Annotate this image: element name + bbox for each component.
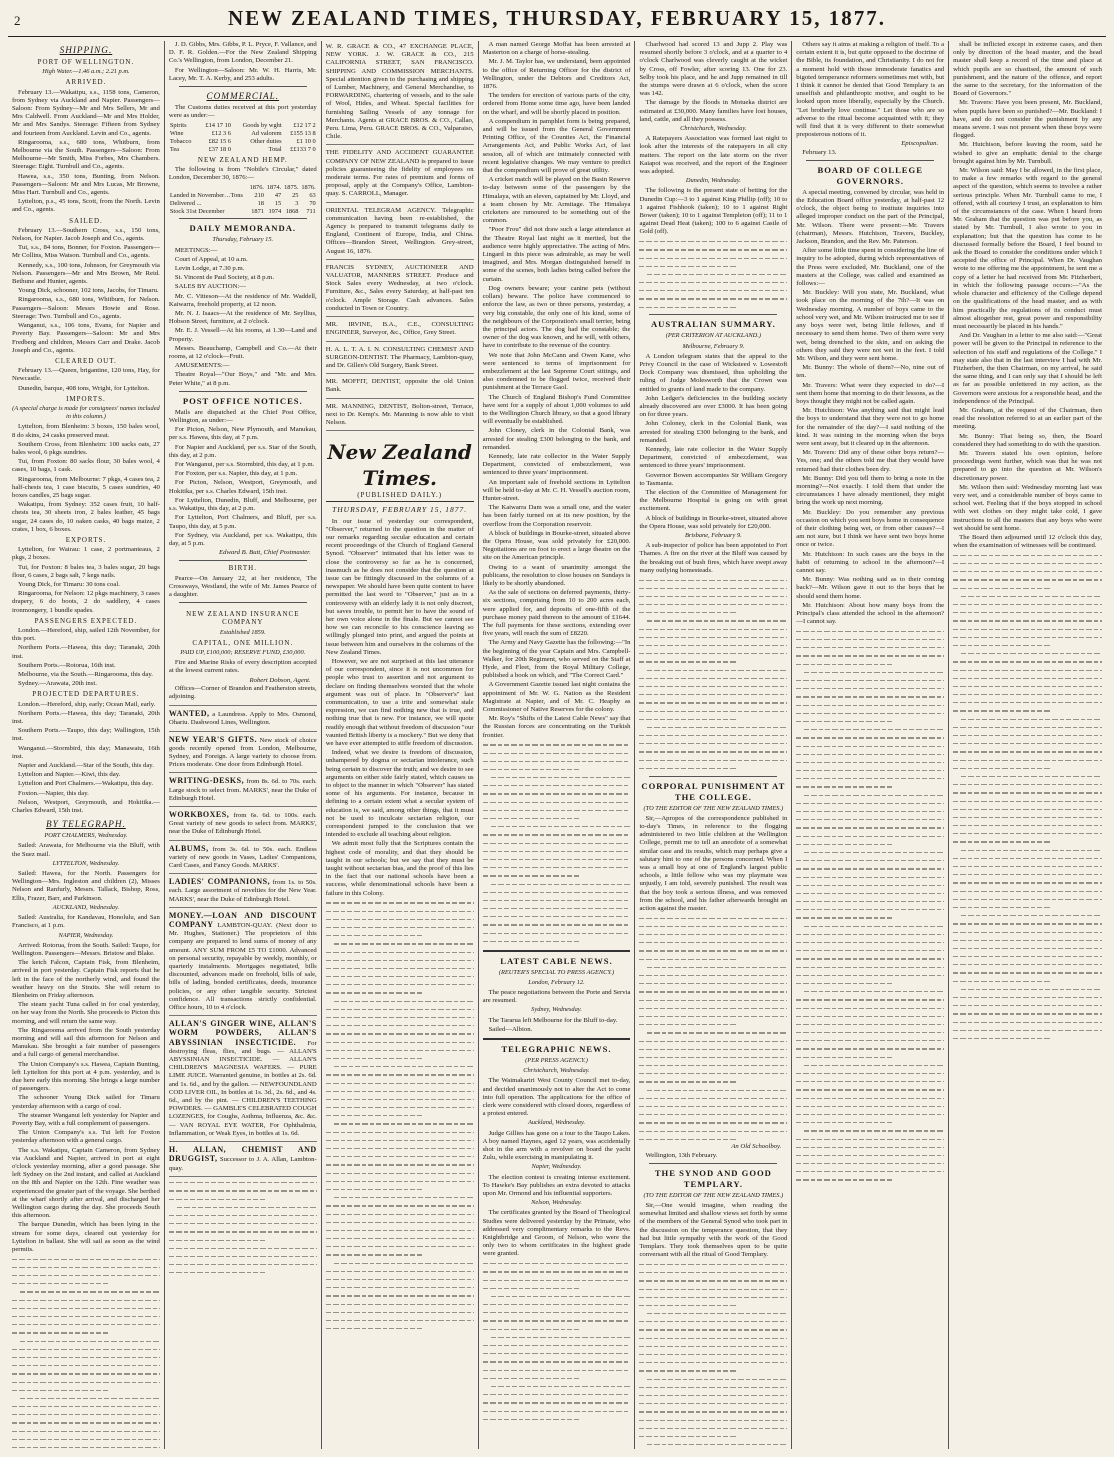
export-item: Tui, for Foxton: 8 bales tea, 3 bales sugar, 20 bags flour, 6 cases, 2 bags salt, 7 kegs nails. xyxy=(12,563,160,579)
memo-label: MEETINGS:— xyxy=(174,246,218,254)
board-paragraph: Mr. Hutchison: Was anything said that might lead the boys to understand that they were not to go home for the remainder of the day?—I said nothing of the kind. It was raining in the morning when the boys were sent away, but it cleared up in the afternoon. xyxy=(796,407,945,447)
divider xyxy=(806,160,934,161)
projected-item: Nelson, Westport, Greymouth, and Hokitika.—Charles Edward, 15th inst. xyxy=(12,798,160,815)
passenger-list: For Wellington—Saloon: Mr. W. H. Harris, Mr. Lacey, Mr. T. A. Kerby, and 253 adults. xyxy=(168,66,317,82)
telegraphic-place: Nelson, Wednesday. xyxy=(531,1199,582,1207)
board-paragraph: Mr. Wilson said: May I be allowed, in the first place, to make a few remarks with regard to the general aspect of the question, which seems to involve a rather serious principle. When Mr. Turnbull came to me, I offered, with all courtesy I trust, an explanation to him of the circumstances of the case. When I heard from Mr. Graham that the question was put before you, as stated by Mr. Turnbull, I also wrote to you in explanation; but that the question has come to be discussed formally before the Board, I feel bound to ask the Board to consider the conditions under which I accepted the office of Principal. When Dr. Vaughan wrote to me offering me the appointment, he sent me a copy of a letter he had received from Mr. Fitzherbert, in which the following passage occurs:—"As the whole character and efficiency of the College depend on the qualifications of the head master, and as with him practically the regulations of its conduct must almost altogether rest, great power and responsibility must necessarily be placed in his hands." xyxy=(953,167,1103,330)
telegraphic-place: Auckland, Wednesday. xyxy=(527,1119,586,1127)
news-paragraph: Kennedy, late rate collector in the Water Supply Department, convicted of embezzlement, was sentenced to three years' imprisonment. xyxy=(482,452,631,477)
telegraph-text: Sailed: Australia, for Kandavau, Honolulu, and San Francisco, at 1 p.m. xyxy=(12,914,160,930)
summary-item: John Ledger's deficiencies in the building society already discovered are over £3000. It has been going on for three years. xyxy=(639,394,788,419)
shipping-news-item: The ketch Falcon, Captain Fisk, from Blenheim, arrived in port yesterday. Captain Fisk reports that he left in the face of the northerly wind, and found the weather heavy on the Straits. She will return to Blenheim on Friday afternoon. xyxy=(12,959,160,999)
divider xyxy=(649,776,777,777)
summary-item: A block of buildings in Bourke-street, situated above the Opera House, was sold privately for £20,000. xyxy=(639,514,788,530)
board-paragraph: Mr. Travers: Have you been present, Mr. Buckland, when pupils have been so punished?—Mr. Buckland: I have, and do not consider the punishment by any means severe. I was not present when these boys were flogged. xyxy=(953,99,1103,140)
classified-ad: MONEY.—LOAN AND DISCOUNT COMPANY LAMBTON-QUAY. (Next door to Mr. Hughes, Stationer.) The proprietors of this company are prepared to lend sums of money of any amount. ANY SUM FROM £5 TO £1000. Advanced on personal security, repayable by weekly, monthly, or quarterly instalments. Mortgages negotiated, bills discounted, advances made on freehold, bills of sale, bills of lading, bonded certificates, deeds, insurance policies, or any other tangible security. Strictest confidence. All transactions strictly confidential. Office hours, 10 to 4 o'clock. xyxy=(169,910,317,1016)
sailed-item: Ringarooma, s.s., 680 tons, Whitburn, for Nelson. Passengers—Saloon: Messrs Howie and Rose. Steerage: Two. Turnbull and Co., agents. xyxy=(12,296,160,320)
letter-signature: An Old Schoolboy. xyxy=(731,1143,782,1151)
chemist-ad: H. A. L. T. A. I. N. CONSULTING CHEMIST AND SURGEON-DENTIST. The Pharmacy, Lambton-quay, and Dr. Gillen's Old Surgery, Bank Street. xyxy=(326,344,474,375)
projected-item: Napier and Auckland.—Star of the South, this day. xyxy=(18,762,154,770)
telegraphic-news-heading: TELEGRAPHIC NEWS. xyxy=(501,1043,612,1054)
board-paragraph: A special meeting, convened by circular, was held in the Education Board office yesterday, at half-past 12 o'clock, the object being to institute inquiries into alleged improper conduct on the part of the Principal, Mr. Wilson. There were present:—Mr. Travers (chairman), Messrs. Hutchison, Travers, Buckley, Jackson, Brandon, and the Rev. Mr. Paterson. xyxy=(796,188,945,246)
divider xyxy=(483,1038,631,1040)
text-filler xyxy=(326,899,474,1333)
text-filler xyxy=(639,238,787,312)
import-item: Wakatipu, from Sydney: 352 cases fruit, 10 half-chests tea, 30 sheets iron, 2 bales leather, 45 bags sugar, 24 cases do, 10 oaken casks, 40 bags maize, 2 crates, 1 box, 6 boxes. xyxy=(12,501,160,533)
dateline-place: Brisbane, February 9. xyxy=(684,532,742,540)
telegraph-text: Sailed: Hawea, for the North. Passengers for Wellington—Mrs. Ingleston and children (2), Misses Nelson and Ranfurly, Messrs. Tallack, Bishop, Ross, Ellis, Frazer, Barr, and Parkinson. xyxy=(12,870,160,902)
birth-notice: Pearce—On January 22, at her residence, The Crossways, Westland, the wife of Mr. James Pearce of a daughter. xyxy=(168,574,317,598)
board-paragraph: Mr. Travers stated his own opinion, before proceedings went further, which was that he was not prepared to go into the question at Mr. Wilson's discretionary power. xyxy=(953,449,1103,482)
high-water: High Water.—1.46 a.m.; 2.21 p.m. xyxy=(42,68,130,76)
sailed-item: Tui, s.s., 84 tons, Bonner, for Foxton. Passengers—Mr Collins, Miss Watson. Turnbull and Co., agents. xyxy=(12,244,160,260)
export-item: Young Dick, for Timaru: 30 tons coal. xyxy=(18,580,120,588)
board-paragraph: Mr. Hutchison: In such cases are the boys in the habit of returning to school in the afternoon?—I cannot say. xyxy=(796,550,945,574)
divider xyxy=(179,86,307,87)
memo-item: Levin Lodge, at 7.30 p.m. xyxy=(174,265,245,273)
post-item: For Napier and Auckland, per s.s. Star of the South, this day, at 2 p.m. xyxy=(168,443,317,459)
sailed-item: Young Dick, schooner, 102 tons, Jacobs, for Timaru. xyxy=(18,287,159,295)
board-paragraph: Mr. Hutchison, before leaving the room, said he wished to give an emphatic denial to the charge brought against him by Mr. Turnbull. xyxy=(953,141,1103,165)
classified-ad: LADIES' COMPANIONS, from 1s. to 50s. each. Large assortment of novelties for the New Year. MARKS', near the Duke of Edinburgh Hotel. xyxy=(169,876,317,908)
letter-date: February 13. xyxy=(802,148,837,156)
memo-item: Mr. N. J. Isaacs—At the residence of Mr. Seyllius, Hobson Street, furniture, at 2 o'clock. xyxy=(168,310,317,326)
cable-news-heading: LATEST CABLE NEWS. xyxy=(500,955,613,966)
projected-item: Southern Ports.—Taupo, this day; Wallington, 15th inst. xyxy=(12,727,160,743)
classified-ad: ALBUMS, from 3s. 6d. to 50s. each. Endless variety of new goods in Vases, Ladies' Companions, Card Cases, and Fancy Goods. MARKS'. xyxy=(169,843,317,875)
import-item: Southern Cross, from Blenheim: 100 sacks oats, 27 bales wool, 6 pkgs sundries. xyxy=(12,440,160,456)
divider xyxy=(649,1163,777,1164)
post-item: For Picton, Nelson, New Plymouth, and Manukau, per s.s. Hawea, this day, at 7 p.m. xyxy=(168,426,317,442)
editorial-dateline: THURSDAY, FEBRUARY 15, 1877. xyxy=(332,505,468,515)
shipping-news-item: The barque Dunedin, which has been lying in the stream for some days, cleared out yesterday for Lyttelton in ballast. She will sail as soon as the wind permits. xyxy=(12,1221,160,1254)
memo-item: Court of Appeal, at 10 a.m. xyxy=(174,255,248,263)
board-paragraph: Mr. Bunny: Did you tell them to bring a note in the morning?—Not exactly. I told them that under the circumstances I have already mentioned, they might bring the work up next morning. xyxy=(796,474,945,507)
exports-heading: EXPORTS. xyxy=(65,535,107,544)
divider xyxy=(179,218,307,219)
columns xyxy=(8,41,1106,1449)
memo-item: Theatre Royal—"Our Boys," and "Mr. and Mrs. Peter White," at 8 p.m. xyxy=(168,371,317,387)
shipping-news-item: The schooner Young Dick sailed for Timaru yesterday afternoon with a cargo of coal. xyxy=(12,1094,160,1110)
news-paragraph: The Church of England Bishop's Fund Committee have sent for a supply of about 1,000 volumes to add to the Wellington Church library, so that a good library will eventually be established. xyxy=(482,393,631,426)
post-item: For Sydney, via Auckland, per s.s. Wakatipu, this day, at 5 p.m. xyxy=(168,531,317,547)
expected-item: Southern Ports.—Rotorua, 16th inst. xyxy=(18,661,116,669)
projected-heading: PROJECTED DEPARTURES. xyxy=(32,690,140,699)
board-paragraph: And Dr. Vaughan in a letter to me also said:—"Great power will be given to the Principal in reference to the selection of his staff and regulations of the College." I may state also that in the last interview I had with Mr. Fitzherbert, the then Chairman, on my arrival, he said the same thing, and I can only say that I should be left as far as possible unfettered in my action, as the Governors were anxious for a responsible head, and the independence of the Principal. xyxy=(953,332,1103,405)
classified-ad: WORKBOXES, from 6s. 6d. to 100s. each. Great variety of new goods to select from. MARKS', near the Duke of Edinburgh Hotel. xyxy=(169,809,317,841)
column-7 xyxy=(949,41,1106,1449)
shipping-news-item: The Union Company's s.s. Hawea, Captain Bunting, left Lyttelton for this port at 4 p.m. yesterday, and is due here early this morning. She brings a large number of passengers. xyxy=(12,1060,160,1093)
post-item: For Wanganui, per s.s. Stormbird, this day, at 1 p.m. xyxy=(174,461,315,469)
hemp-table xyxy=(169,184,317,215)
board-paragraph: The Board then adjourned until 12 o'clock this day, when the examination of witnesses will be continued. xyxy=(953,533,1103,550)
postmaster-signature: Edward B. Butt, Chief Postmaster. xyxy=(219,549,311,557)
board-paragraph: After some little time spent in considering the line of inquiry to be adopted, during which representatives of the Press were excluded, Mr. Buckland, one of the masters at the College, was called and examined as follows:— xyxy=(796,247,945,288)
projected-item: Wanganui.—Stormbird, this day; Manawatu, 16th inst. xyxy=(12,744,160,760)
shipping-news-item: The Union Company's s.s. Tui left for Foxton yesterday afternoon with a general cargo. xyxy=(12,1129,160,1145)
board-paragraph: Mr. Bunny: Was nothing said as to their coming back?—Mr. Wilson gave it out to the boys that he should send them home. xyxy=(796,576,945,600)
expected-heading: PASSENGERS EXPECTED. xyxy=(34,616,138,625)
corporal-punishment-heading: CORPORAL PUNISHMENT AT THE COLLEGE. xyxy=(641,780,786,802)
classified-ad: WANTED, a Laundress. Apply to Mrs. Osmond, Ohariu. Dashwood Lines, Wellington. xyxy=(169,708,317,731)
dateline-place: Dunedin, Wednesday. xyxy=(685,177,741,185)
news-paragraph: A man named George Moffat has been arrested at Masterton on a charge of horse-stealing. xyxy=(482,41,631,57)
news-paragraph: We note that John McCann and Owen Kane, who were sentenced to terms of imprisonment for embezzlement at the last Supreme Court sittings, and also condemned to be flogged twice, received their punishment at the Terrace Gaol. xyxy=(482,351,631,392)
post-office-heading: POST OFFICE NOTICES. xyxy=(182,395,303,406)
cable-text: The peace negotiations between the Porte and Servia are resumed. xyxy=(482,988,631,1005)
editorial-paragraph: In our issue of yesterday our correspondent, "Observer," returned to the question in the matter of our remarks regarding secular education and certain recent proceedings of the Church of England General Synod. "Observer" intimated that his letter was to close the controversy so far as he is concerned, inasmuch as he does not consider that the question at issue can be fittingly discussed in the columns of a newspaper. We should have been quite content to have permitted the last word to "Observer," just as in a controversy with an elderly lady it is not only discreet, but saves trouble, to permit her to have the sound of her own voice alone in the finale. But we cannot see how we can reconcile to his conscience leaving so willingly plunged into print, and argued the points at issue between him and ourselves in the columns of the New Zealand Times. xyxy=(325,517,474,656)
cable-place: London, February 12. xyxy=(528,978,585,986)
dentist-ad: MR. MANNING, DENTIST, Bolton-street, Terrace, next to Dr. Kemp's. Mr. Manning is now able to visit Nelson. xyxy=(326,401,474,432)
text-filler xyxy=(639,1260,787,1449)
port-heading: PORT OF WELLINGTON. xyxy=(37,58,135,66)
arrived-heading: ARRIVED. xyxy=(65,78,107,87)
board-paragraph: shall be inflicted except in extreme cases, and then only by direction of the head master, and the head master shall keep a record of the time and place at which pupils are so chastised, the amount of such punishment, and the nature of the offence, and report the same to the secretary, for the information of the Board of Governors." xyxy=(953,41,1103,98)
table-row: Wine £12 3 6 Ad valorem £155 13 8 xyxy=(169,130,316,138)
letter-to-editor-label: (TO THE EDITOR OF THE NEW ZEALAND TIMES.) xyxy=(643,804,784,812)
cable-news-source: (REUTER'S SPECIAL TO PRESS AGENCY.) xyxy=(498,968,615,976)
news-paragraph: The following is the present state of betting for the Dunedin Cup:—3 to 1 against King Phillip (off); 10 to 1 against Fishhook (taken); 10 to 1 against Right Bower (taken); 10 to 1 against Templeton (off); 11 to 1 against Dead Heat (taken); 100 to 6 against Castle of Gold (off). xyxy=(639,187,788,236)
telegraph-heading: BY TELEGRAPH. xyxy=(45,819,126,830)
board-paragraph: Mr. Bunny: The whole of them?—No, nine out of ten. xyxy=(796,364,945,380)
letter-paragraph: Sir,—Apropos of the correspondence published in to-day's Times, in reference to the flogging administered to two little children at the Wellington College, permit me to tell an anecdote of a somewhat similar case and its results, which may perhaps give a salutary hint to one of the persons concerned. When I was a small boy at one of England's largest public schools, a little fellow who was my playmate was unjustly, I am told, severely punished. The result was that the boy took a serious illness, and was removed from the school, and his father afterwards brought an action against the master. xyxy=(639,814,788,912)
table-row: Tobacco £82 15 6 Other duties £1 10 0 xyxy=(169,138,316,146)
text-filler xyxy=(639,576,787,773)
editorial-paragraph: We admit most fully that the Scriptures contain the highest code of morality, and that they should be taught in our schools; but we say that they must be taught without sectarian bias, and the proof of this lies in the fact that our national schools have been a success, while denominational schools have been a failure in this Colony. xyxy=(325,840,474,897)
customs-table xyxy=(169,122,317,153)
summary-item: The election of the Committee of Management for the Melbourne Hospital is going on with great excitement. xyxy=(639,489,788,513)
passenger-list: J. D. Gibbs, Mrs. Gibbs, P. L. Pryce, F. Vallance, and D. F. R. Golden.—For the New Zealand Shipping Co.'s Wellington, from London, December 21. xyxy=(168,41,317,65)
shipping-news-item: The Ringarooma arrived from the South yesterday morning and will sail this afternoon for Nelson and Manukau. She brought a fair number of passengers and a full cargo of general merchandise. xyxy=(12,1026,160,1059)
dentist-ad: MR. MOFFIT, DENTIST, opposite the old Union Bank. xyxy=(326,376,474,398)
column-6 xyxy=(792,41,949,1449)
export-item: Lyttelton, for Wairau: 1 case, 2 portmanteaus, 2 pkgs, 2 boxes. xyxy=(12,546,160,562)
flag-subtitle: (PUBLISHED DAILY.) xyxy=(326,491,474,502)
post-item: For Foxton, per s.s. Napier, this day, at 1 p.m. xyxy=(174,470,298,478)
news-paragraph: As the sale of sections on deferred payments, thirty-six sections, comprising from 10 to 200 acres each, were applied for, and deposits of one-fifth of the purchase money paid thereon to the amount of £1644. The full payments for these sections, extending over five years, will reach the sum of £8220. xyxy=(482,589,631,638)
table-row: Landed in November…Tons 210 47 25 63 xyxy=(169,192,316,200)
news-paragraph: The damage by the floods in Motueka district are estimated at £30,000. Many families have lost houses, land, cattle, and all they possess. xyxy=(639,99,788,123)
insurance-offices: Offices—Corner of Brandon and Featherston streets, adjoining. xyxy=(168,684,317,700)
arrived-item: February 13.—Wakatipu, s.s., 1158 tons, Cameron, from Sydney via Auckland and Napier. Passengers—Saloon: From Sydney—Mr and Mrs Sellers, Mr and Mrs Caldwell. From Auckland—Mr and Mrs Holder, Mr and Mrs Sandys. Steerage: Fifteen from Sydney and fourteen from Auckland. Levin and Co., agents. xyxy=(12,88,160,137)
export-item: Ringarooma, for Nelson: 12 pkgs machinery, 3 cases drapery, 6 do boots, 2 do saddlery, 4 cases ironmongery, 1 bundle spades. xyxy=(12,590,160,614)
telegraphic-text: Judge Gillies has gone on a tour to the Taupo Lakes. A boy named Haynes, aged 12 years, was accidentally shot in the arm with a revolver on board the yacht Zulu, while exercising in manipulating it. xyxy=(482,1129,631,1162)
column-2 xyxy=(165,41,322,1449)
news-paragraph: A compendium in pamphlet form is being prepared, and will be issued from the General Government Printing Office, of the Counties Act, the Financial Arrangements Act, and Public Works Act, of last session, all of which are intimately connected with recent legislative changes. We may venture to predict that the compendium will prove of great utility. xyxy=(482,117,631,175)
classified-ad: NEW YEAR'S GIFTS. New stock of choice goods recently opened from London, Melbourne, Sydney, and Foreign. A large variety to choose from. Prices moderate. One door from Edinburgh Hotel. xyxy=(169,734,317,774)
shipping-news-item: The steamer Wanganui left yesterday for Napier and Poverty Bay, with a full complement of passengers. xyxy=(12,1111,160,1127)
arrived-item: Hawea, s.s., 350 tons, Bunting, from Nelson. Passengers—Saloon: Mr and Mrs Lucas, Mr Browne, Miss Hart. Turnbull and Co., agents. xyxy=(12,172,160,197)
memo-item: Mr. C. Vitteson—At the residence of Mr. Waddell, Kaiwarra, freehold property, at 12 noon. xyxy=(168,292,317,308)
divider xyxy=(649,314,777,315)
shipping-news-item: The steam yacht Tuna called in for coal yesterday, on her way from the North. She proceeds to Picton this morning, and will return the same way. xyxy=(12,1001,160,1025)
classified-ad: ALLAN'S GINGER WINE, ALLAN'S WORM POWDERS, ALLAN'S ABYSSINIAN INSECTICIDE. For destroying fleas, flies, and bugs. — ALLAN'S ABYSSINIAN INSECTICIDE. — ALLAN'S CHILDREN'S MAGNESIA WAFERS. — PURE LIME JUICE. Warranted genuine, in bottles at 2s. 6d. and 1s. 6d., and by the gallon. — NEWFOUNDLAND COD LIVER OIL, In bottles at 1s. 3d., 2s. 6d., and 4s. 6d., and by the pint. — CHILDREN'S TEETHING POWDERS. — GAMBLE'S CELEBRATED COUGH LOZENGES, for Coughs, Asthma, Influenza, &c. &c. — VAN ROYAL EYE WATER, For Ophthalmia, Inflammation, or Weak Eyes, in bottles at 1s. 6d. xyxy=(169,1018,317,1142)
import-item: Ringarooma, from Melbourne: 7 pkgs, 4 cases tea, 2 half-chests tea, 1 case biscuits, 5 cases sundries, 40 boxes candles, 25 bags sugar. xyxy=(12,475,160,499)
table-row: 1876. 1874. 1875. 1876. xyxy=(249,184,316,192)
divider xyxy=(179,602,307,603)
divider xyxy=(179,391,307,392)
telegraph-text: Arrived: Rotorua, from the South. Sailed: Taupo, for Wellington. Passengers—Messrs. Bristow and Blake. xyxy=(12,941,160,957)
telegraphic-news-source: (PER PRESS AGENCY.) xyxy=(525,1056,588,1064)
projected-item: Northern Ports.—Hawea, this day; Taranaki, 20th inst. xyxy=(12,709,160,726)
board-paragraph: Mr. Graham, at the request of the Chairman, then read the resolution referred to at an earlier part of the meeting. xyxy=(953,406,1103,431)
import-item: Lyttelton, from Blenheim: 3 boxes, 150 bales wool, 8 do skins, 24 casks preserved meat. xyxy=(12,423,160,439)
cable-text: Sailed—Albion. xyxy=(488,1025,533,1033)
insurance-text: Fire and Marine Risks of every description accepted at the lowest current rates. xyxy=(168,659,317,675)
sailed-heading: SAILED. xyxy=(69,216,103,225)
projected-item: London.—Hereford, ship, early; Ocean Mail, early. xyxy=(18,700,156,708)
news-paragraph: Mr. J. M. Taylor has, we understand, been appointed to the office of Returning Officer for the district of Wellington, under the Debtors and Creditors Act, 1876. xyxy=(482,58,631,91)
news-paragraph: A cricket match will be played on the Basin Reserve to-day between some of the passengers by the Himalaya, with an eleven, captained by Mr. Lloyd, and a team chosen by Mr. Armitage. The Himalaya cricketers are rumoured to be something out of the common. xyxy=(482,176,631,225)
insurance-capital: CAPITAL, ONE MILLION. xyxy=(192,638,294,647)
australian-summary-source: (PER CRITERION AT AUCKLAND.) xyxy=(665,332,761,340)
text-filler xyxy=(953,551,1102,1042)
insurance-paid-up: PAID UP, £100,000; RESERVE FUND, £30,000. xyxy=(180,648,306,656)
memo-item: St. Vincent de Paul Society, at 8 p.m. xyxy=(174,274,275,282)
text-filler xyxy=(796,627,944,1184)
cable-text: The Tararua left Melbourne for the Bluff to-day. xyxy=(488,1016,618,1024)
imports-note: (A special charge is made for consignees' names included in this column.) xyxy=(12,404,160,421)
board-paragraph: Mr. Travers: What were they expected to do?—I sent them home that morning to do their lessons, as the boys thought they might not be called again. xyxy=(796,381,945,405)
projected-item: Lyttelton and Napier.—Kiwi, this day. xyxy=(18,771,121,779)
summary-item: John Coloney, clerk in the Colonial Bank, was arrested for stealing £300 belonging to the bank, and remanded. xyxy=(639,420,788,444)
memo-item: Messrs. Beauchamp, Campbell and Co.—At their rooms, at 12 o'clock—Fruit. xyxy=(168,344,317,361)
guarantee-ad: THE FIDELITY AND ACCIDENT GUARANTEE COMPANY OF NEW ZEALAND is prepared to issue policies guaranteeing the fidelity of employees on moderate terms. For rates of premium and forms of proposal, apply at the Company's Office, Lambton-quay. S. CARROLL, Manager. xyxy=(326,147,474,202)
table-row: Stock 31st December 1871 1974 1868 711 xyxy=(169,207,316,215)
news-paragraph: John Cloney, clerk in the Colonial Bank, was arrested for stealing £300 belonging to the bank, and remanded. xyxy=(482,427,631,451)
commercial-heading: COMMERCIAL. xyxy=(206,91,280,102)
birth-heading: BIRTH. xyxy=(228,564,257,573)
memo-item: Mr. E. J. Vessell—At his rooms, at 1.30—Land and Property. xyxy=(168,327,317,343)
classified-ad: WRITING-DESKS, from 8s. 6d. to 70s. each. Large stock to select from. MARKS', near the Duke of Edinburgh Hotel. xyxy=(169,775,317,807)
sailed-item: Wanganui, s.s., 106 tons, Evans, for Napier and Poverty Bay. Passengers—Saloon: Mr and Mrs Fredberg and children, Messrs Carr and Drake. Jacob Joseph and Co., agents. xyxy=(12,322,160,354)
cable-place: Sydney, Wednesday. xyxy=(531,1006,582,1014)
table-row: Delivered ... 18 15 3 70 xyxy=(169,199,316,207)
summary-item: A London telegram states that the appeal to the Privy Council in the case of Wicksteed v. Lowestoft Dock Company was dismissed, thus upholding the ruling of Judge Molesworth that the Crown was entitled to grants of land made to the company. xyxy=(639,352,788,393)
memoranda-date: Thursday, February 15. xyxy=(212,236,274,244)
newspaper-flag: New Zealand Times. xyxy=(327,440,472,491)
news-paragraph: Owing to a want of unanimity amongst the publicans, the resolution to close houses on Sundays is likely to be shortly abandoned. xyxy=(482,563,631,587)
letter-to-editor-label: (TO THE EDITOR OF THE NEW ZEALAND TIMES.) xyxy=(643,1191,784,1199)
import-item: Tui, from Foxton: 80 sacks flour, 30 bales wool, 4 cases, 10 bags, 1 cask. xyxy=(12,458,160,474)
telegraph-place: PORT CHALMERS, Wednesday. xyxy=(44,832,128,840)
expected-item: London.—Hereford, ship, sailed 12th November, for this port. xyxy=(12,627,160,643)
memo-label: AMUSEMENTS:— xyxy=(174,362,230,370)
sailed-item: February 13.—Southern Cross, s.s., 150 tons, Nelson, for Napier. Jacob Joseph and Co., agents. xyxy=(12,226,160,243)
news-paragraph: Dog owners beware; your canine pets (without collars) beware. The police have commenced to enforce the law, as two or three persons, yesterday, a very big constable, the only one of his kind, some of the neighbours of the Corporation's small terrier, being the principal actors. The dog had the constable; the owner of the dog was known, and he will, with others, have to contribute to the revenue of the country. xyxy=(482,284,631,350)
text-filler xyxy=(483,741,631,946)
cleared-item: February 13.—Queen, brigantine, 120 tons, Hay, for Newcastle. xyxy=(12,367,160,383)
dateline-place: Christchurch, Wednesday. xyxy=(680,125,747,133)
column-1 xyxy=(8,41,165,1449)
dateline-place: Melbourne, February 9. xyxy=(682,342,745,350)
telegraph-place: AUCKLAND, Wednesday. xyxy=(52,903,120,911)
board-paragraph: Mr. Hutchison: About how many boys from the Principal's class attended the school in the afternoon?—I cannot say. xyxy=(796,601,945,626)
divider xyxy=(483,950,631,952)
projected-item: Foxton.—Napier, this day. xyxy=(18,789,89,797)
auctioneer-ad: FRANCIS SYDNEY, AUCTIONEER AND VALUATOR, MANNERS STREET. Produce and Stock Sales every Wednesday, at two o'clock. Furniture, &c., Sales every Saturday, at half-past ten o'clock. Ample Storage. Cash advances. Sales conducted in Town or Country. xyxy=(326,262,474,317)
column-3 xyxy=(322,41,479,1449)
post-item: For Lyttelton, Port Chalmers, and Bluff, per s.s. Taupo, this day, at 5 p.m. xyxy=(168,514,317,530)
expected-item: Melbourne, via the South.—Ringarooma, this day. xyxy=(18,671,153,679)
telegraph-text: Sailed: Arawata, for Melbourne via the Bluff, with the Suez mail. xyxy=(12,842,160,858)
sailed-item: Kennedy, s.s., 100 tons, Johnson, for Greymouth via Nelson. Passengers—Mr and Mrs Brown, Mr Reid. Bethune and Hunter, agents. xyxy=(12,261,160,286)
telegraph-place: LYTTELTON, Wednesday. xyxy=(52,859,120,867)
board-paragraph: Mr. Travers: Did any of these other boys return?—Yes, one; and the others told me that they would have returned had their clothes been dry. xyxy=(796,449,945,473)
australian-summary-heading: AUSTRALIAN SUMMARY. xyxy=(650,319,776,330)
text-filler xyxy=(639,914,787,1143)
board-paragraph: Mr. Buckley: Will you state, Mr. Buckland, what took place on the morning of the 7th?—It was on Wednesday morning. A number of boys came to the school very wet, and Mr. Wilson instructed me to see if any boys were wet, being little fellows, and if necessary to send them home. Two of them were very wet, being drenched to the skin, and on asking the others they said they were not wet in the feet. I told Mr. Wilson, and they were sent home. xyxy=(796,289,945,362)
summary-item: Kennedy, late rate collector in the Water Supply Department, convicted of embezzlement, was sentenced to three years' imprisonment. xyxy=(639,446,788,470)
page-number: 2 xyxy=(14,13,21,28)
column-4 xyxy=(479,41,636,1449)
memo-label: SALES BY AUCTION:— xyxy=(174,283,246,291)
masthead xyxy=(8,6,1106,37)
table-row: Spirits £14 17 10 Goods by wght £12 17 2 xyxy=(169,122,316,130)
news-paragraph: A Government Gazette issued last night contains the appointment of Mr. W. G. Nation as the Resident Magistrate at Napier, and of Mr. C. Heaphy as Commissioner of Native Reserves for the colony. xyxy=(482,681,631,714)
editorial-paragraph: Indeed, what we desire is freedom of discussion, unhampered by dogma or sectarian intolerance, such being certain to discover the truth; and we desire to see arguments on either side fairly stated, which causes us to object to the manner in which "Observer" has stated some of his arguments. For instance, because in defining to a certain extent what a secular system of education is, we said, among other things, that it must not be used to inculcate sectarian religion, our correspondent jumped to the conclusion that we intended to exclude all teaching about religion. xyxy=(325,749,474,839)
board-paragraph: Mr. Bunny: That being so, then, the Board considered they had something to do with the question. xyxy=(953,432,1103,448)
engineer-ad: MR. IRVINE, B.A., C.E., CONSULTING ENGINEER, Surveyor, &c., Office, Grey Street. xyxy=(326,319,474,341)
text-filler xyxy=(483,1260,631,1424)
shipping-news-item: The s.s. Wakatipu, Captain Cameron, from Sydney via Auckland and Napier, arrived in port at eight o'clock yesterday morning, after a good passage. She left Sydney on the 2nd instant, and called at Auckland on the 8th and Napier on the 12th. Fine weather was experienced the greater part of the voyage. She berthed at the wharf shortly after arrival, and discharged her Wellington cargo during the day. She proceeds South this afternoon. xyxy=(12,1146,160,1220)
news-paragraph: A Ratepayers Association was formed last night to look after the interests of the ratepayers in all city matters. The report on the late storm on the river Kaiapoi was received, and the report of the Engineer was adopted. xyxy=(639,135,788,176)
cleared-heading: CLEARED OUT. xyxy=(55,356,117,365)
news-paragraph: A block of buildings in Bourke-street, situated above the Opera House, was sold privately for £20,000. Negotiations are on foot to erect a large theatre on the site on the American principle. xyxy=(482,529,631,562)
telegraphic-text: The Waimakariri West County Council met to-day, and decided unanimously not to alter the Act to come into full operation. The applications for the office of clerk were considered with closed doors, regardless of a protest entered. xyxy=(482,1077,631,1118)
summary-item: Governor Bowen accompanies Sir William Gregory to Tasmania. xyxy=(639,471,788,487)
letter-signature: Episcopalian. xyxy=(901,140,939,148)
telegram-agency-ad: ORIENTAL TELEGRAM AGENCY. Telegraphic communication having been re-established, the Agency is prepared to transmit telegrams daily to England, Continent of Europe, India, and China. Offices—Brandon Street, Wellington. Grey-street, August 16, 1876. xyxy=(326,205,474,260)
arrived-item: Ringarooma, s.s., 680 tons, Whitburn, from Melbourne via the South. Passengers—Saloon: From Melbourne—Mr Smith, Miss Forbes, Mrs Chambers. Steerage: Eight. Turnbull and Co., agents. xyxy=(12,138,160,171)
projected-item: Lyttelton and Port Chalmers.—Wakatipu, this day. xyxy=(18,780,153,788)
news-paragraph: The Army and Navy Gazette has the following:—"In the beginning of the year Captain and Mrs. Campbell-Walker, for 20th Regiment, who served on the Staff at Hyde, and Fleet, from the Royal Military College, published a book on which, and "The Correct Card." xyxy=(482,639,631,680)
classified-ad: H. ALLAN, CHEMIST AND DRUGGIST, Successor to J. A. Allan, Lambton-quay. xyxy=(169,1144,317,1177)
post-item: For Lyttelton, Dunedin, Bluff, and Melbourne, per s.s. Wakatipu, this day, at 2 p.m. xyxy=(168,496,317,513)
expected-item: Sydney.—Arawata, 20th inst. xyxy=(18,680,97,688)
insurance-established: Established 1859. xyxy=(219,628,266,636)
telegraphic-place: Napier, Wednesday. xyxy=(531,1163,582,1171)
telegraph-place: NAPIER, Wednesday. xyxy=(58,931,114,939)
board-heading: BOARD OF COLLEGE GOVERNORS. xyxy=(817,164,923,186)
page-title: NEW ZEALAND TIMES, THURSDAY, FEBRUARY 15, 1877. xyxy=(227,6,887,30)
news-paragraph: "Poor Frou" did not draw such a large attendance at the Theatre Royal last night as it merited, but the audience were highly appreciative. The acting of Mrs. Lingard in this piece was admirable, as may be well imagined, and Mrs. Morgan distinguished herself in some of the scenes, both ladies being called before the curtain. xyxy=(482,226,631,283)
customs-note: The Customs duties received at this port yesterday were as under:— xyxy=(168,104,317,120)
telegraphic-text: The certificates granted by the Board of Theological Studies were delivered yesterday by the Primate, who addressed very complimentary remarks to the Revs. Knightbridge and Groom, of Nelson, who were the only two to whom certificates in the highest grade were granted. xyxy=(482,1209,631,1258)
expected-item: Northern Ports.—Hawea, this day; Taranaki, 20th inst. xyxy=(12,644,160,660)
insurance-ad xyxy=(169,606,317,706)
imports-heading: IMPORTS. xyxy=(66,394,106,403)
post-item: For Picton, Nelson, Westport, Greymouth, and Hokitika, per s.s. Charles Edward, 15th inst. xyxy=(168,479,317,495)
news-paragraph: An important sale of freehold sections in Lyttelton will be held to-day at Mr. C. H. Vessell's auction room, Hunter-street. xyxy=(482,478,631,502)
text-filler xyxy=(169,1179,317,1277)
table-row: Tea £37 18 0 Total ££133 7 0 xyxy=(169,145,316,153)
divider xyxy=(179,560,307,561)
hemp-heading: NEW ZEALAND HEMP. xyxy=(197,155,288,164)
grace-ad: W. R. GRACE & CO., 47 EXCHANGE PLACE, NEW YORK. J. W. GRACE & CO., 215 CALIFORNIA STREET, SAN FRANCISCO. SHIPPING AND COMMISSION MERCHANTS. Special attention given to the purchasing and shipping of Lumber, Machinery, and General Merchandise, to FORWARDING, chartering of vessels, and to the sale of Wool, Hides, and Wheat. Special facilities for furnishing Sailing Vessels of any tonnage for Merchants. Agents at GRACE BROS. & CO., Callao, Peru. Lima, Peru. GRACE BROS. & CO., Valparaiso, Chile. xyxy=(326,41,474,145)
text-filler xyxy=(12,1255,160,1449)
cleared-item: Dunedin, barque, 408 tons, Wright, for Lyttelton. xyxy=(18,384,150,392)
letter-paragraph: Sir,—One would imagine, when reading the somewhat limited and shallow views set forth by some of the members of the General Synod who took part in the discussion on the temperance question, that they had but little sympathy with the work of the Good Templars. They took themselves upon to be quite conversant with all the ritual of Good Templary. xyxy=(639,1202,788,1259)
news-paragraph: Charlwood had scored 13 and Jupp 2. Play was resumed shortly before 3 o'clock, and at a quarter to 4 o'clock Charlwood was cleverly caught at the wicket by Cross, off Fowler, after scoring 13. One for 23. Selby took his place, and he and Jupp remained in till the stumps were drawn at 6 o'clock, when the score was 142. xyxy=(639,41,788,98)
arrived-item: Lyttelton, p.s., 45 tons, Scott, from the North. Levin and Co., agents. xyxy=(12,198,160,214)
board-paragraph: Mr. Buckley: Do you remember any previous occasion on which you sent boys home in consequence of their clothing being wet, or from other causes?—I am not sure, but I think we have sent two boys home once or twice. xyxy=(796,508,945,549)
synod-heading: THE SYNOD AND GOOD TEMPLARY. xyxy=(654,1167,772,1189)
letter-date: Wellington, 13th February. xyxy=(645,1151,718,1159)
post-office-note: Mails are dispatched at the Chief Post Office, Wellington, as under:— xyxy=(168,408,317,425)
news-paragraph: The tenders for erection of various parts of the city, ordered from Home some time ago, have been landed on the wharf, and will be shortly placed in position. xyxy=(482,92,631,116)
news-paragraph: Mr. Roy's "Shifts of the Latest Cable News" say that the Russian forces are concentrating on the Turkish frontier. xyxy=(482,715,631,739)
column-5 xyxy=(635,41,792,1449)
telegraphic-text: The election contest is creating intense excitement. To Hawke's Bay publishes an extra devoted to attacks upon Mr. Ormond and his influential supporters. xyxy=(482,1173,631,1198)
editorial-paragraph: However, we are not surprised at this last utterance of our correspondent, since it is not uncommon for people who trust to assertion and not argument to declare on finding themselves worsted that the whole argument was out of place. In "Observer's" last communication, to use a trite and somewhat stale expression, we can find nothing new that is true, and nothing true that is new. For instance, we will quote readily enough that without freedom of discussion "our vaunted British liberty is a mockery." But we deny that we have ever attempted to stifle freedom of discussion. xyxy=(325,657,474,748)
hemp-note: The following is from "Nobile's Circular," dated London, December 30, 1876:— xyxy=(168,165,317,182)
letter-paragraph: Others say it aims at making a religion of itself. To a certain extent it is, but quite opposed to the doctrine of the Bible, its foundation, and Christianity. I do not for a moment hold with those immoderate fanatics and bigoted temperance reformers sometimes met with, but I think it cannot be denied that Good Templary is an unselfish and philanthropic motive, and ought to be looked upon more liberally, especially by the Church. "Let brotherly love continue." Let those who are so adverse to the ritual become acquainted with it; they will find that it is very different to their somewhat preposterous notions of it. xyxy=(796,41,945,139)
telegraphic-place: Christchurch, Wednesday. xyxy=(523,1067,590,1075)
summary-item: A sub-inspector of police has been appointed to Fort Thames. A fire on the river at the Bluff was caused by the breaking out of bush fires, which have swept away many outlying homesteads. xyxy=(639,542,788,574)
news-paragraph: The Kaiwarra Dam was a small one, and the water has been fairly turned on at its new position, by the overflow from the Corporation reservoir. xyxy=(482,504,631,528)
shipping-heading: SHIPPING. xyxy=(59,45,113,55)
insurance-title: NEW ZEALAND INSURANCE COMPANY xyxy=(186,610,300,627)
board-paragraph: Mr. Wilson then said: Wednesday morning last was very wet, and a considerable number of boys came to school wet. Feeling that if the boys stopped in school with wet clothes on they might take cold, I gave instructions to all the masters that any boys who were wet should be sent home. xyxy=(953,483,1103,532)
memoranda-heading: DAILY MEMORANDA. xyxy=(189,223,297,234)
insurance-agent: Robert Dobson, Agent. xyxy=(249,676,311,684)
